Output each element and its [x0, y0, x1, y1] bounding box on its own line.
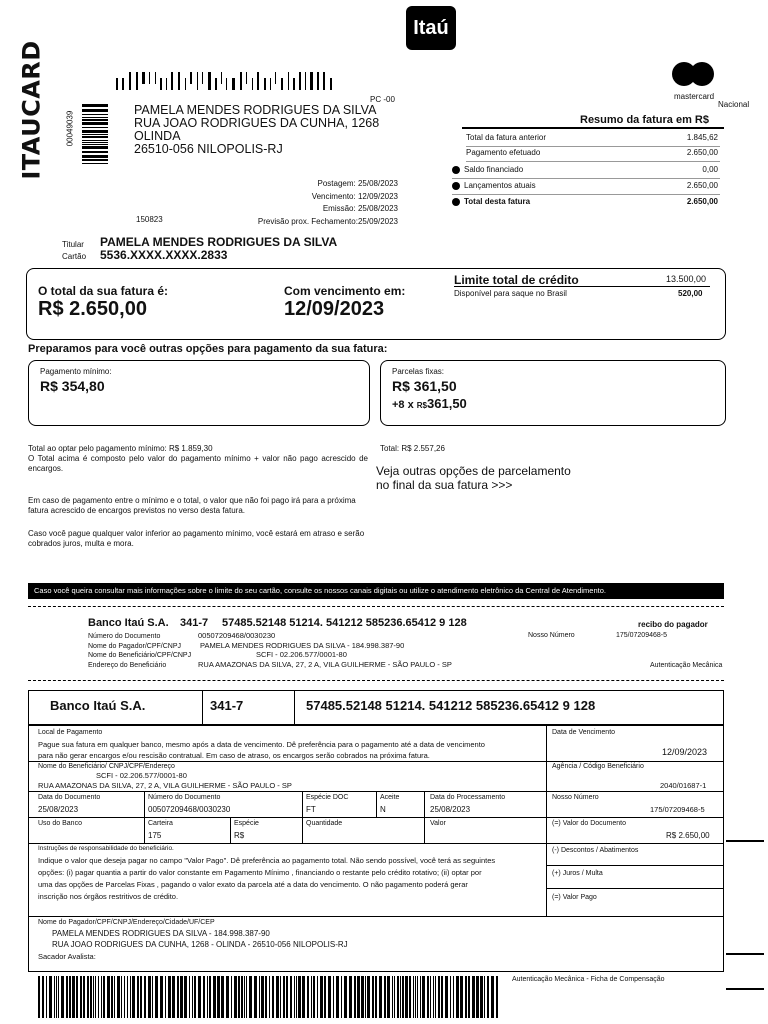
slip-accept-label: Aceite: [380, 794, 400, 801]
slip-instr-line-3: uma das opções de Parcelas Fixas , pagando o valor exato da parcela até a data do vencimento. O não pagamento poderá gerar: [38, 880, 468, 889]
receipt-nn-label: Nosso Número: [528, 632, 575, 639]
slip-nn-label: Nosso Número: [552, 794, 599, 801]
cut-mark-1: [726, 840, 764, 842]
holder-name: PAMELA MENDES RODRIGUES DA SILVA: [100, 235, 338, 249]
card-brand-label: mastercard: [674, 92, 715, 101]
slip-species-value: FT: [306, 805, 316, 814]
slip-local-label: Local de Pagamento: [38, 729, 103, 736]
slip-sep-2: [294, 690, 295, 724]
due-value: 12/09/2023: [284, 298, 385, 320]
summary-row-value: 2.650,00: [686, 181, 718, 190]
slip-guarantor: Sacador Avalista:: [38, 952, 96, 961]
slip-qty-label: Quantidade: [306, 820, 343, 827]
note-late-payment: Caso você pague qualquer valor inferior ao pagamento mínimo, você estará em atraso e serão cobrados juros, multa e mora.: [28, 529, 365, 548]
receipt-addr-value: RUA AMAZONAS DA SILVA, 27, 2 A, VILA GUILHERME - SÃO PAULO - SP: [198, 659, 452, 669]
slip-header-line: [28, 724, 724, 726]
minus-icon: [452, 198, 460, 206]
slip-digitable-line: 57485.52148 51214. 541212 585236.65412 9 128: [306, 698, 596, 713]
postal-barcode: [116, 72, 336, 90]
note-partial-payment: Em caso de pagamento entre o mínimo e o total, o valor que não foi pago irá para a próxima fatura acrescido de encargos previstos no verso desta fatura.: [28, 496, 356, 515]
credit-limit-label: Limite total de crédito: [454, 273, 579, 287]
recipient-district: OLINDA: [134, 129, 181, 143]
posting-date: Postagem: 25/08/2023: [317, 179, 398, 188]
installments-more-value: 361,50: [427, 396, 467, 411]
dollar-icon: [452, 166, 460, 174]
slip-docnum-value: 00507209468/0030230: [148, 805, 231, 814]
slip-docdate-value: 25/08/2023: [38, 805, 79, 814]
receipt-auth: Autenticação Mecânica: [650, 662, 723, 669]
installments-total: Total: R$ 2.557,26: [380, 444, 445, 453]
receipt-labels: [88, 632, 191, 670]
slip-discount-label: (-) Descontos / Abatimentos: [552, 847, 639, 854]
slip-local-text: [38, 739, 485, 761]
options-heading: Preparamos para você outras opções para pagamento da sua fatura:: [28, 343, 388, 355]
slip-species-label: Espécie DOC: [306, 794, 349, 801]
receipt-payer-value: PAMELA MENDES RODRIGUES DA SILVA - 184.998.387-90: [200, 640, 405, 650]
slip-footer: Autenticação Mecânica - Ficha de Compensação: [512, 976, 665, 983]
summary-row-label: Total desta fatura: [464, 197, 531, 206]
summary-row-label: Total da fatura anterior: [466, 133, 547, 142]
slip-row-6: [546, 888, 724, 889]
slip-row-4: [28, 843, 724, 844]
slip-agency-label: Agência / Código Beneficiário: [552, 763, 644, 770]
slip-local-line-2: para não gerar encargos e/ou rescisão contratual. Em caso de atraso, os encargos serão cobrados na próxima fatura.: [38, 751, 430, 760]
summary-title: Resumo da fatura em R$: [580, 114, 709, 126]
mastercard-logo-icon: [672, 62, 722, 92]
holder-label: Titular: [62, 240, 84, 249]
slip-bank-code: 341-7: [210, 698, 244, 713]
receipt-doc-label: Número do Documento: [88, 633, 161, 640]
slip-v-5: [230, 817, 231, 843]
min-text: O Total acima é composto pelo valor do pagamento mínimo + valor não pago acrescido de encargos.: [28, 454, 368, 473]
recipient-cep-city: 26510-056 NILOPOLIS-RJ: [134, 142, 283, 156]
slip-instr-line-1: Indique o valor que deseja pagar no campo "Valor Pago". Dê preferência ao pagamento total. Não sendo possível, você terá as seguintes: [38, 856, 496, 865]
slip-procdate-label: Data do Processamento: [430, 794, 506, 801]
slip-bank: Banco Itaú S.A.: [50, 698, 146, 713]
more-options-line-2: no final da sua fatura >>>: [376, 478, 513, 492]
issue-date: Emissão: 25/08/2023: [322, 204, 398, 213]
slip-row-5: [546, 865, 724, 866]
card-label: Cartão: [62, 252, 87, 261]
slip-paid-label: (=) Valor Pago: [552, 894, 597, 901]
receipt-addr-label: Endereço do Beneficiário: [88, 661, 167, 669]
slip-agency-value: 2040/01687-1: [660, 781, 707, 790]
total-value: R$ 2.650,00: [38, 298, 147, 320]
slip-instr-label: Instruções de responsabilidade do beneficiário.: [38, 845, 174, 852]
min-payment-label: Pagamento mínimo:: [40, 367, 112, 376]
receipt-values: [198, 631, 452, 669]
cut-line: [28, 606, 724, 607]
summary-row-value: 2.650,00: [686, 148, 718, 157]
min-total: Total ao optar pelo pagamento mínimo: R$ 1.859,30: [28, 444, 213, 453]
receipt-payer-label: Nome do Pagador/CPF/CNPJ: [88, 642, 181, 650]
slip-nn-value: 175/07209468-5: [650, 805, 705, 814]
payment-barcode: [38, 976, 498, 1018]
installments-more: [392, 396, 467, 411]
slip-due-label: Data de Vencimento: [552, 729, 616, 736]
slip-accept-value: N: [380, 805, 386, 814]
receipt-bank: Banco Itaú S.A.: [88, 617, 169, 629]
credit-limit-value: 13.500,00: [666, 274, 707, 284]
holder-labels: [62, 239, 86, 263]
slip-wallet-value: 175: [148, 831, 162, 840]
reference-code: 150823: [136, 215, 163, 224]
mailing-address: [134, 104, 379, 156]
slip-payer-line-2: RUA JOAO RODRIGUES DA CUNHA, 1268 - OLINDA - 26510-056 NILOPOLIS-RJ: [52, 940, 348, 949]
receipt-nn-value: 175/07209468-5: [616, 632, 667, 639]
slip-procdate-value: 25/08/2023: [430, 805, 471, 814]
cut-mark-3: [726, 988, 764, 990]
summary-row: [452, 179, 720, 195]
dates-block: [240, 178, 398, 228]
cash-limit-value: 520,00: [678, 289, 703, 298]
summary-row: [452, 163, 720, 179]
slip-fine-label: (+) Juros / Multa: [552, 870, 603, 877]
postal-code: PC -00: [370, 95, 395, 104]
slip-instr-line-2: opções: (i) pagar quantia a partir do valor constante em Pagamento Mínimo , financiando o restante pelo crédito rotativo; (ii) optar por: [38, 868, 482, 877]
side-brand-label: ITAUCARD: [17, 40, 46, 180]
summary-divider: [462, 127, 724, 129]
slip-sep-1: [202, 690, 203, 724]
receipt-title: recibo do pagador: [638, 620, 708, 629]
summary-row: [452, 195, 720, 210]
receipt-benef-label: Nome do Beneficiário/CPF/CNPJ: [88, 652, 192, 659]
total-label: O total da sua fatura é:: [38, 284, 169, 298]
side-barcode: [82, 104, 108, 164]
card-number: 5536.XXXX.XXXX.2833: [100, 248, 228, 262]
receipt-bank-code: 341-7: [180, 617, 209, 629]
due-date: Vencimento: 12/09/2023: [311, 191, 398, 201]
slip-payer-label: Nome do Pagador/CPF/CNPJ/Endereço/Cidade/UF/CEP: [38, 919, 215, 926]
slip-row-3: [28, 817, 724, 818]
due-label: Com vencimento em:: [284, 284, 406, 298]
receipt-benef-value: SCFI - 02.206.577/0001-80: [256, 650, 347, 659]
slip-row-7: [28, 916, 724, 917]
slip-value-label: Valor: [430, 820, 446, 827]
slip-payer-line-1: PAMELA MENDES RODRIGUES DA SILVA - 184.998.387-90: [52, 929, 270, 938]
cash-limit-label: Disponível para saque no Brasil: [454, 289, 567, 298]
receipt-digitable-line: 57485.52148 51214. 541212 585236.65412 9 128: [222, 617, 467, 629]
card-type-label: Nacional: [718, 100, 750, 109]
slip-docvalue-label: (=) Valor do Documento: [552, 820, 626, 827]
info-banner: Caso você queira consultar mais informações sobre o limite do seu cartão, consulte os nossos canais digitais ou utilize o atendimento eletrônico da Central de Atendimento.: [28, 583, 724, 599]
installments-more-prefix: +8 x: [392, 399, 414, 411]
summary-row-value: 0,00: [702, 165, 718, 174]
summary-row-value: 2.650,00: [686, 197, 718, 206]
summary-row: [466, 131, 720, 147]
summary-row-label: Saldo financiado: [464, 165, 524, 174]
slip-v-3: [376, 791, 377, 817]
summary-row-value: 1.845,62: [686, 133, 718, 142]
slip-docdate-label: Data do Documento: [38, 794, 101, 801]
slip-benef-value: SCFI - 02.206.577/0001-80: [96, 771, 187, 780]
closing-date: Previsão prox. Fechamento:25/09/2023: [257, 216, 398, 226]
summary-row: [466, 146, 720, 162]
side-code: 00049039: [65, 110, 75, 147]
more-options-text[interactable]: [376, 464, 571, 492]
limit-divider: [454, 286, 710, 287]
clock-icon: [452, 182, 460, 190]
slip-benef-addr: RUA AMAZONAS DA SILVA, 27, 2 A, VILA GUILHERME - SÃO PAULO - SP: [38, 781, 292, 790]
slip-docvalue-value: R$ 2.650,00: [666, 831, 710, 840]
receipt-doc-value: 00507209468/0030230: [198, 631, 276, 640]
cut-mark-2: [726, 953, 764, 955]
slip-docnum-label: Número do Documento: [148, 794, 221, 801]
min-payment-value: R$ 354,80: [40, 378, 105, 394]
more-options-line-1: Veja outras opções de parcelamento: [376, 464, 571, 478]
slip-kind-label: Espécie: [234, 820, 259, 827]
slip-row-1: [28, 761, 724, 762]
holder-values: [100, 236, 337, 262]
slip-local-line-1: Pague sua fatura em qualquer banco, mesmo após a data de vencimento. Dê preferência para o pagamento até a data de vencimento: [38, 740, 485, 749]
installments-more-currency: R$: [416, 401, 428, 410]
recipient-name: PAMELA MENDES RODRIGUES DA SILVA: [134, 103, 377, 117]
installments-value: R$ 361,50: [392, 378, 457, 394]
cut-line-2: [28, 680, 724, 681]
installments-label: Parcelas fixas:: [392, 367, 445, 376]
slip-instr-line-4: inscrição nos órgãos restritivos de crédito.: [38, 892, 179, 901]
summary-row-label: Lançamentos atuais: [464, 181, 536, 190]
slip-kind-value: R$: [234, 831, 245, 840]
slip-wallet-label: Carteira: [148, 820, 173, 827]
slip-due-value: 12/09/2023: [662, 747, 708, 757]
summary-row-label: Pagamento efetuado: [466, 148, 541, 157]
recipient-street: RUA JOAO RODRIGUES DA CUNHA, 1268: [134, 116, 380, 130]
slip-bankuse-label: Uso do Banco: [38, 820, 82, 827]
slip-instructions: [38, 855, 495, 903]
itau-logo: Itaú: [406, 6, 456, 50]
slip-benef-label: Nome do Beneficiário/ CNPJ/CPF/Endereço: [38, 763, 175, 770]
